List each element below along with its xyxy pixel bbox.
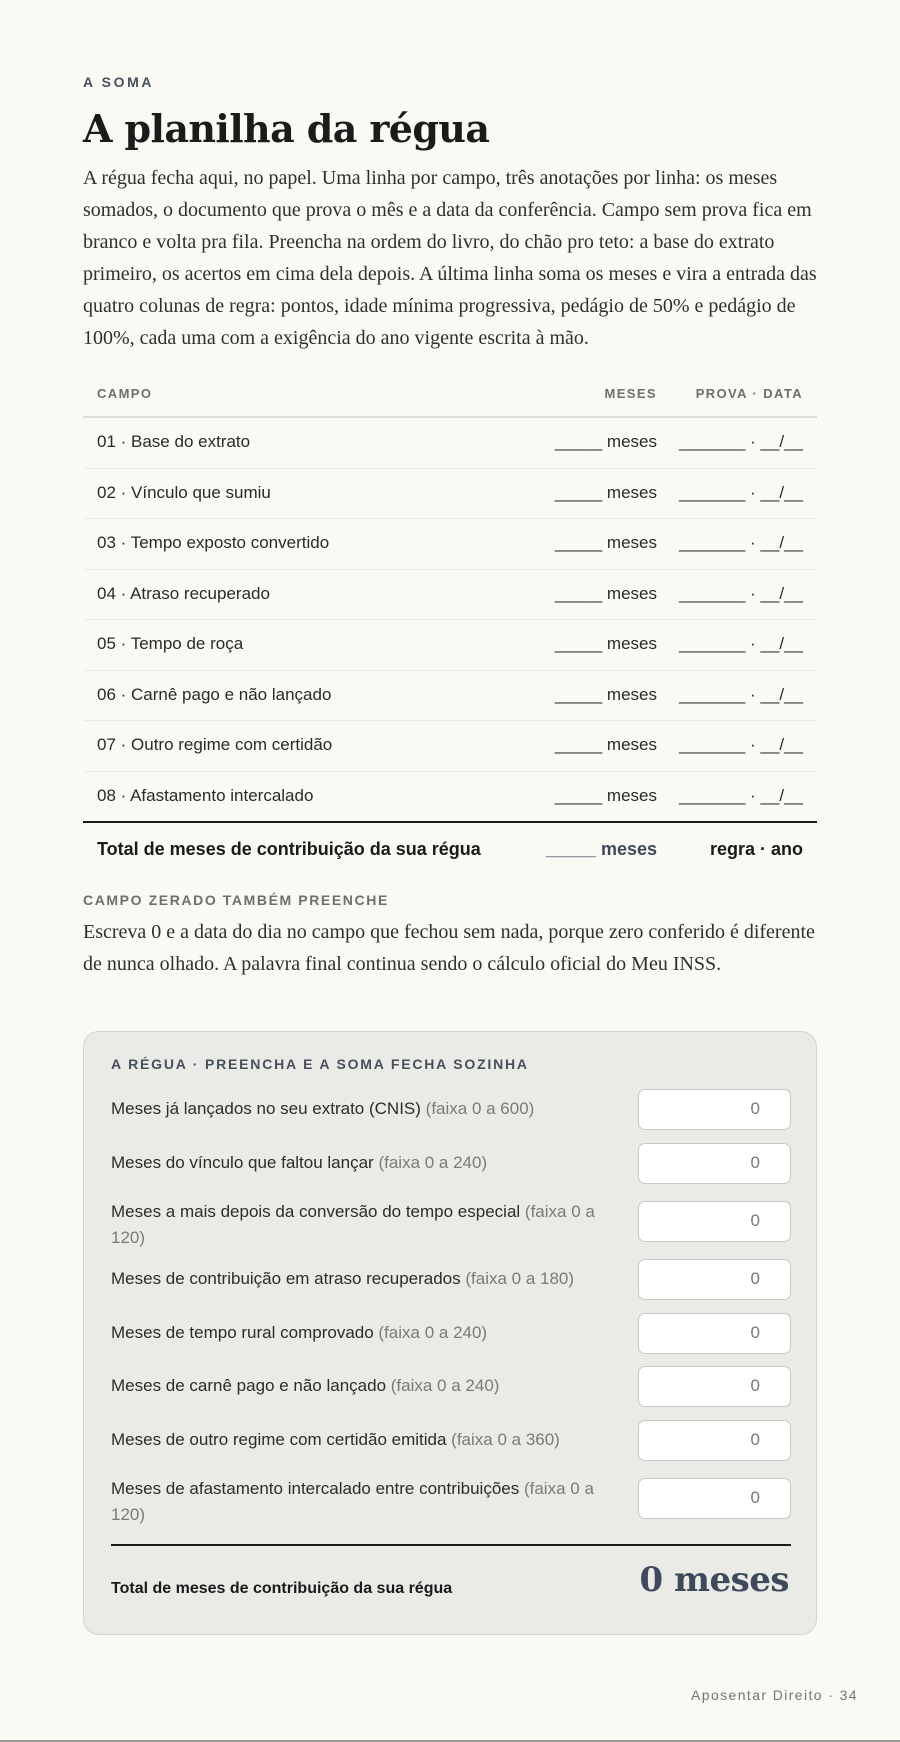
row-meses: _____ meses — [554, 785, 657, 805]
header-meses: MESES — [604, 386, 657, 401]
field-label — [111, 1427, 631, 1453]
table-row — [83, 721, 817, 772]
row-prova-data: _______ · __/__ — [679, 785, 803, 805]
intro-paragraph: A régua fecha aqui, no papel. Uma linha por campo, três anotações por linha: os meses somados, o documento que prova o mês e a data da conferência. Campo sem prova fica em branco e volta pra fila. Preencha na ordem do livro, do chão pro teto: a base do extrato primeiro, os acertos em cima dela depois. A última linha soma os meses e vira a entrada das quatro colunas de regra: pontos, idade mínima progressiva, pedágio de 50% e pedágio de 100%, cada uma com a exigência do ano vigente escrita à mão. — [83, 167, 817, 349]
calculator-field-rural — [111, 1313, 791, 1354]
section-eyebrow: A SOMA — [83, 74, 155, 90]
field-label — [111, 1476, 631, 1528]
table-header — [83, 372, 817, 418]
vinculo-months-input[interactable]: 0 — [638, 1143, 791, 1184]
field-label-text: Meses de tempo rural comprovado — [111, 1323, 374, 1342]
row-campo: 02 · Vínculo que sumiu — [97, 482, 271, 502]
row-meses: _____ meses — [554, 735, 657, 754]
field-range: (faixa 0 a 240) — [378, 1323, 488, 1342]
field-range: (faixa 0 a 240) — [390, 1376, 500, 1395]
calculator-field-outro-regime — [111, 1420, 791, 1461]
total-label: Total de meses de contribuição da sua régua — [97, 839, 481, 859]
table-row — [83, 469, 817, 520]
field-label-text: Meses de carnê pago e não lançado — [111, 1376, 387, 1395]
field-range: (faixa 0 a 120) — [111, 1479, 594, 1524]
outro-regime-months-input[interactable]: 0 — [638, 1420, 791, 1461]
field-range: (faixa 0 a 600) — [425, 1099, 535, 1118]
table-row — [83, 671, 817, 722]
row-meses: _____ meses — [554, 533, 657, 552]
table-row — [83, 519, 817, 570]
calculator-total-value: 0 meses — [639, 1560, 789, 1600]
field-range: (faixa 0 a 120) — [111, 1202, 595, 1247]
row-prova-data: _______ · __/__ — [679, 583, 803, 603]
afastamento-months-input[interactable]: 0 — [638, 1478, 791, 1519]
field-label-text: Meses de contribuição em atraso recuperados — [111, 1269, 461, 1288]
row-meses: _____ meses — [554, 583, 657, 603]
row-campo: 08 · Afastamento intercalado — [97, 785, 314, 805]
header-campo: CAMPO — [97, 386, 153, 401]
table-row — [83, 418, 817, 469]
row-campo: 03 · Tempo exposto convertido — [97, 533, 330, 552]
field-range: (faixa 0 a 180) — [465, 1269, 575, 1288]
row-campo: 05 · Tempo de roça — [97, 634, 244, 653]
row-prova-data: _______ · __/__ — [679, 634, 803, 653]
header-prova-data: PROVA · DATA — [695, 386, 803, 401]
calculator-field-afastamento — [111, 1478, 791, 1530]
field-label — [111, 1150, 631, 1176]
calculator-field-atraso — [111, 1259, 791, 1300]
cnis-months-input[interactable]: 0 — [638, 1089, 791, 1130]
table-total-row — [83, 821, 817, 877]
especial-months-input[interactable]: 0 — [638, 1201, 791, 1242]
field-label-text: Meses do vínculo que faltou lançar — [111, 1153, 374, 1172]
note-paragraph: Escreva 0 e a data do dia no campo que fechou sem nada, porque zero conferido é diferente de nunca olhado. A palavra final continua sendo o cálculo oficial do Meu INSS. — [83, 921, 815, 975]
field-label — [111, 1266, 631, 1292]
regua-calculator — [83, 1031, 817, 1635]
row-meses: _____ meses — [554, 684, 657, 704]
field-label — [111, 1320, 631, 1346]
calculator-heading: A RÉGUA · PREENCHA E A SOMA FECHA SOZINHA — [111, 1056, 529, 1072]
calculator-field-vinculo — [111, 1143, 791, 1184]
row-campo: 07 · Outro regime com certidão — [97, 735, 333, 754]
field-range: (faixa 0 a 360) — [451, 1430, 560, 1449]
row-meses: _____ meses — [554, 482, 657, 502]
row-campo: 04 · Atraso recuperado — [97, 583, 270, 603]
calculator-field-carne — [111, 1366, 791, 1407]
calculator-field-especial — [111, 1201, 791, 1253]
calculator-total-label: Total de meses de contribuição da sua régua — [111, 1580, 453, 1597]
field-label — [111, 1096, 631, 1122]
total-regra-ano: regra · ano — [709, 839, 803, 859]
field-label — [111, 1373, 631, 1399]
total-meses: _____ meses — [545, 839, 657, 859]
rural-months-input[interactable]: 0 — [638, 1313, 791, 1354]
total-divider — [111, 1544, 791, 1546]
calculator-field-cnis — [111, 1089, 791, 1130]
table-row — [83, 620, 817, 671]
table-row — [83, 570, 817, 621]
page-title: A planilha da régua — [83, 106, 490, 151]
row-prova-data: _______ · __/__ — [679, 533, 803, 552]
row-campo: 06 · Carnê pago e não lançado — [97, 684, 332, 704]
field-label-text: Meses a mais depois da conversão do tempo especial — [111, 1202, 521, 1221]
row-prova-data: _______ · __/__ — [679, 684, 803, 704]
row-campo: 01 · Base do extrato — [97, 432, 251, 451]
row-meses: _____ meses — [554, 634, 657, 653]
field-label-text: Meses de afastamento intercalado entre contribuições — [111, 1479, 520, 1498]
row-prova-data: _______ · __/__ — [679, 735, 803, 754]
field-label — [111, 1199, 631, 1251]
field-range: (faixa 0 a 240) — [378, 1153, 488, 1172]
carne-months-input[interactable]: 0 — [638, 1366, 791, 1407]
row-prova-data: _______ · __/__ — [679, 482, 803, 502]
note-heading: CAMPO ZERADO TAMBÉM PREENCHE — [83, 892, 389, 908]
page-footer: Aposentar Direito · 34 — [691, 1687, 858, 1703]
row-prova-data: _______ · __/__ — [679, 432, 803, 451]
field-label-text: Meses de outro regime com certidão emitida — [111, 1430, 447, 1449]
atraso-months-input[interactable]: 0 — [638, 1259, 791, 1300]
table-row — [83, 772, 817, 823]
worksheet-table — [83, 372, 817, 822]
field-label-text: Meses já lançados no seu extrato (CNIS) — [111, 1099, 421, 1118]
row-meses: _____ meses — [554, 432, 657, 451]
